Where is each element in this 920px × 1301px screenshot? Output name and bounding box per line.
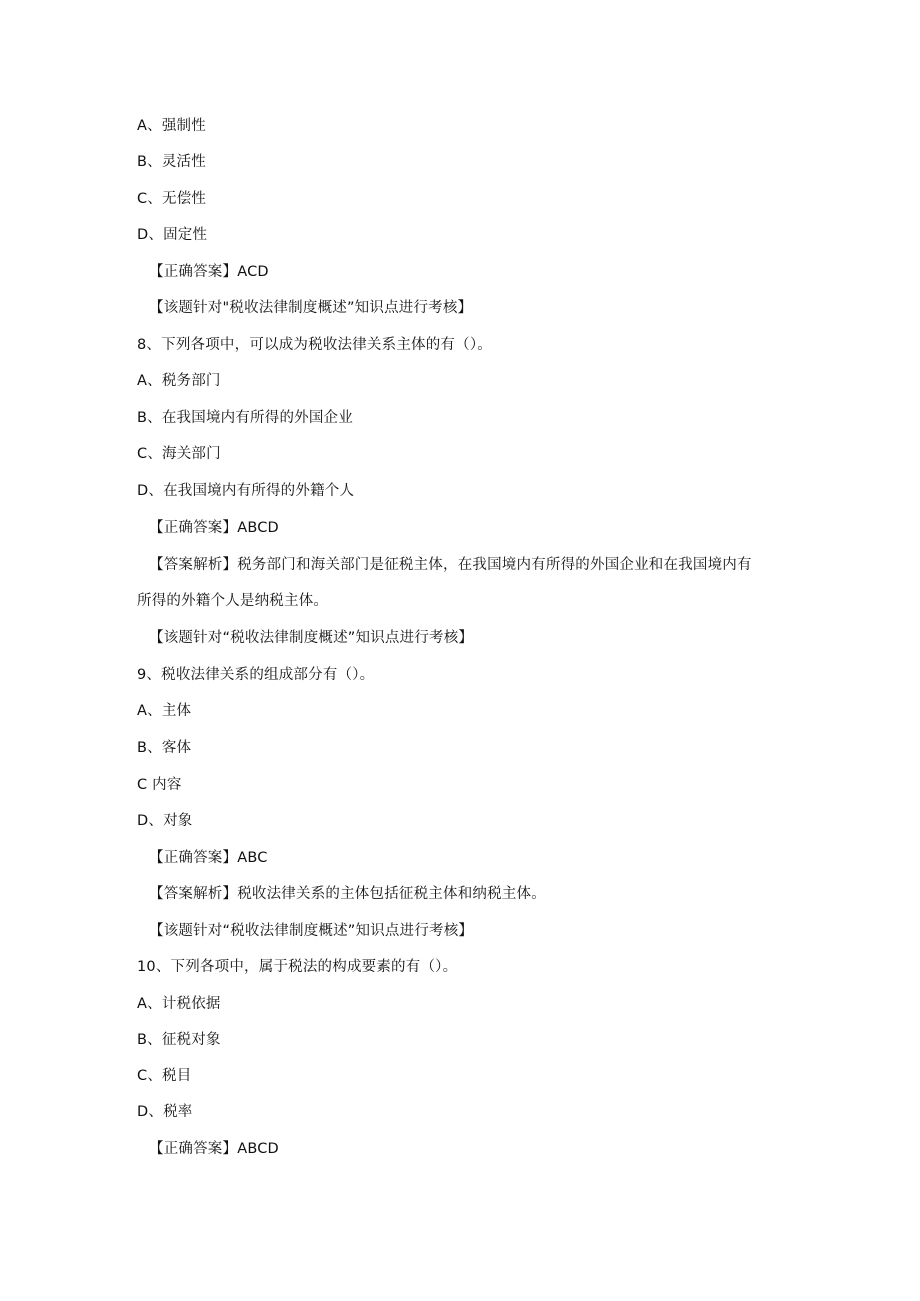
q8-option-b: B、在我国境内有所得的外国企业 <box>137 410 353 426</box>
q9-option-a: A、主体 <box>137 703 192 719</box>
q9-explanation: 【答案解析】税收法律关系的主体包括征税主体和纳税主体。 <box>149 886 546 902</box>
q8-option-c: C、海关部门 <box>137 446 221 462</box>
q8-question: 8、下列各项中，可以成为税收法律关系主体的有（）。 <box>137 337 492 353</box>
q7-option-b: B、灵活性 <box>137 154 206 170</box>
q9-topic: 【该题针对“税收法律制度概述”知识点进行考核】 <box>149 923 474 939</box>
q8-topic: 【该题针对“税收法律制度概述”知识点进行考核】 <box>149 630 474 646</box>
q8-explanation-line2: 所得的外籍个人是纳税主体。 <box>137 593 329 609</box>
q9-option-b: B、客体 <box>137 740 192 756</box>
q8-explanation-line1: 【答案解析】税务部门和海关部门是征税主体，在我国境内有所得的外国企业和在我国境内有 <box>149 557 752 573</box>
q7-option-a: A、强制性 <box>137 118 206 134</box>
q10-answer: 【正确答案】ABCD <box>149 1141 279 1157</box>
q10-option-a: A、计税依据 <box>137 996 221 1012</box>
q7-option-d: D、固定性 <box>137 227 208 243</box>
q9-option-c: C 内容 <box>137 777 182 793</box>
q8-option-a: A、税务部门 <box>137 373 221 389</box>
q10-option-b: B、征税对象 <box>137 1032 221 1048</box>
q8-option-d: D、在我国境内有所得的外籍个人 <box>137 483 355 499</box>
q7-option-c: C、无偿性 <box>137 191 207 207</box>
q8-answer: 【正确答案】ABCD <box>149 520 279 536</box>
q10-option-c: C、税目 <box>137 1068 192 1084</box>
q10-question: 10、下列各项中，属于税法的构成要素的有（）。 <box>137 959 458 975</box>
q10-option-d: D、税率 <box>137 1104 193 1120</box>
q9-answer: 【正确答案】ABC <box>149 850 268 866</box>
q7-answer: 【正确答案】ACD <box>149 264 269 280</box>
q9-option-d: D、对象 <box>137 813 193 829</box>
q7-topic: 【该题针对"税收法律制度概述”知识点进行考核】 <box>149 300 473 316</box>
q9-question: 9、税收法律关系的组成部分有（）。 <box>137 667 375 683</box>
